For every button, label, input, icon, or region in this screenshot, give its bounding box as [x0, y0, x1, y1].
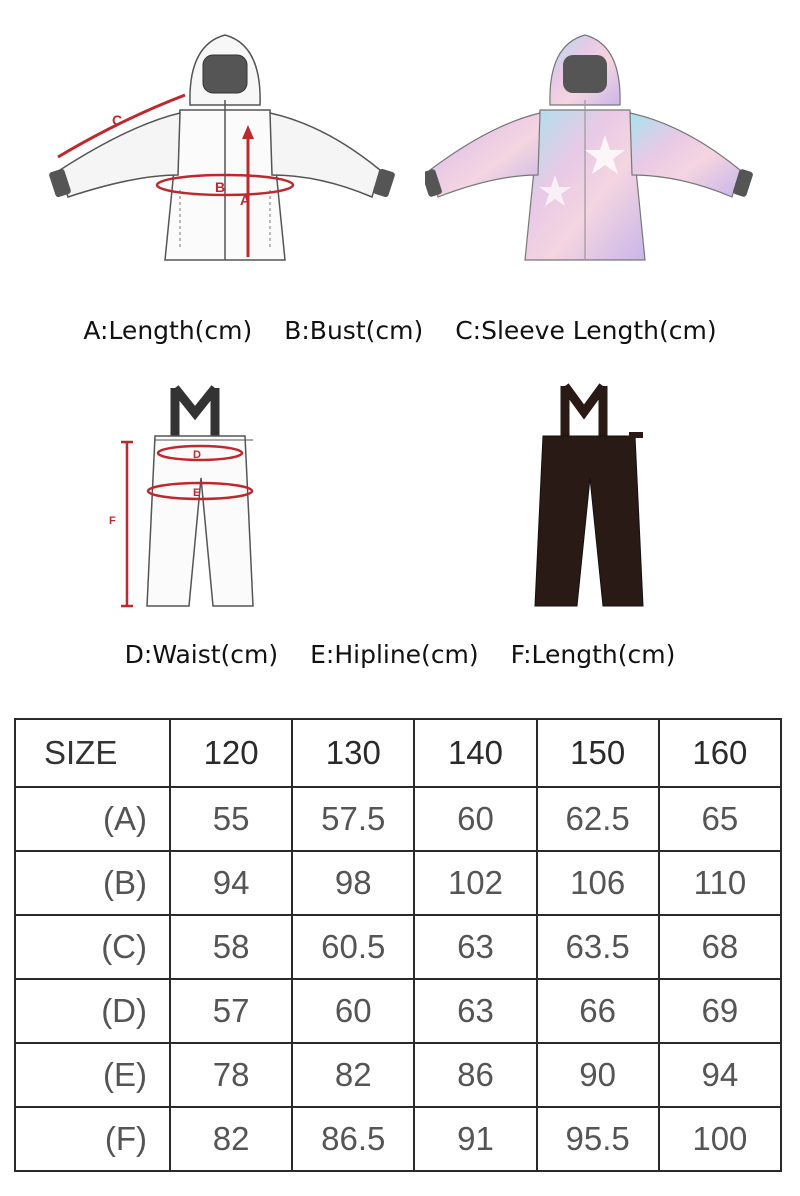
label-b: B: [215, 179, 226, 195]
header-cell: 130: [292, 719, 414, 787]
table-cell: 60: [414, 787, 536, 851]
row-label: (E): [15, 1043, 170, 1107]
table-cell: 98: [292, 851, 414, 915]
table-row: [15, 979, 781, 1043]
caption-waist: D:Waist(cm): [124, 640, 279, 669]
table-row: [15, 851, 781, 915]
table-cell: 60: [292, 979, 414, 1043]
row-label: (B): [15, 851, 170, 915]
label-d: D: [193, 449, 201, 461]
pants-measure-captions: [0, 640, 800, 669]
pants-measure-diagram: [105, 378, 265, 618]
table-cell: 62.5: [537, 787, 659, 851]
jacket-product-image: [425, 25, 770, 275]
caption-hipline: E:Hipline(cm): [310, 640, 479, 669]
table-row: [15, 1107, 781, 1171]
table-cell: 86: [414, 1043, 536, 1107]
table-cell: 63: [414, 915, 536, 979]
table-cell: 55: [170, 787, 292, 851]
table-cell: 95.5: [537, 1107, 659, 1171]
table-cell: 68: [659, 915, 781, 979]
table-row: [15, 787, 781, 851]
table-cell: 58: [170, 915, 292, 979]
jacket-measure-diagram: [40, 25, 410, 275]
header-cell: 140: [414, 719, 536, 787]
table-cell: 78: [170, 1043, 292, 1107]
row-label: (D): [15, 979, 170, 1043]
table-cell: 90: [537, 1043, 659, 1107]
label-a: A: [240, 192, 251, 208]
jacket-measure-captions: [0, 316, 800, 345]
table-cell: 82: [170, 1107, 292, 1171]
label-c: C: [112, 112, 123, 128]
header-cell: 160: [659, 719, 781, 787]
row-label: (F): [15, 1107, 170, 1171]
header-cell: 150: [537, 719, 659, 787]
table-cell: 94: [659, 1043, 781, 1107]
caption-bust: B:Bust(cm): [284, 316, 424, 345]
row-label: (A): [15, 787, 170, 851]
table-cell: 106: [537, 851, 659, 915]
pants-product-image: [525, 378, 655, 618]
table-cell: 91: [414, 1107, 536, 1171]
caption-length: A:Length(cm): [83, 316, 253, 345]
table-cell: 65: [659, 787, 781, 851]
table-cell: 100: [659, 1107, 781, 1171]
table-cell: 86.5: [292, 1107, 414, 1171]
label-e: E: [193, 487, 201, 499]
table-cell: 94: [170, 851, 292, 915]
row-label: (C): [15, 915, 170, 979]
caption-sleeve: C:Sleeve Length(cm): [455, 316, 717, 345]
table-cell: 63: [414, 979, 536, 1043]
table-cell: 60.5: [292, 915, 414, 979]
table-cell: 69: [659, 979, 781, 1043]
table-cell: 63.5: [537, 915, 659, 979]
table-row: [15, 1043, 781, 1107]
table-cell: 57: [170, 979, 292, 1043]
table-cell: 102: [414, 851, 536, 915]
header-cell: 120: [170, 719, 292, 787]
caption-pants-length: F:Length(cm): [510, 640, 676, 669]
table-header-row: [15, 719, 781, 787]
table-cell: 110: [659, 851, 781, 915]
label-f: F: [109, 515, 116, 527]
table-row: [15, 915, 781, 979]
header-size: SIZE: [15, 719, 170, 787]
table-cell: 57.5: [292, 787, 414, 851]
size-chart-table: [14, 718, 782, 1172]
table-cell: 82: [292, 1043, 414, 1107]
table-cell: 66: [537, 979, 659, 1043]
